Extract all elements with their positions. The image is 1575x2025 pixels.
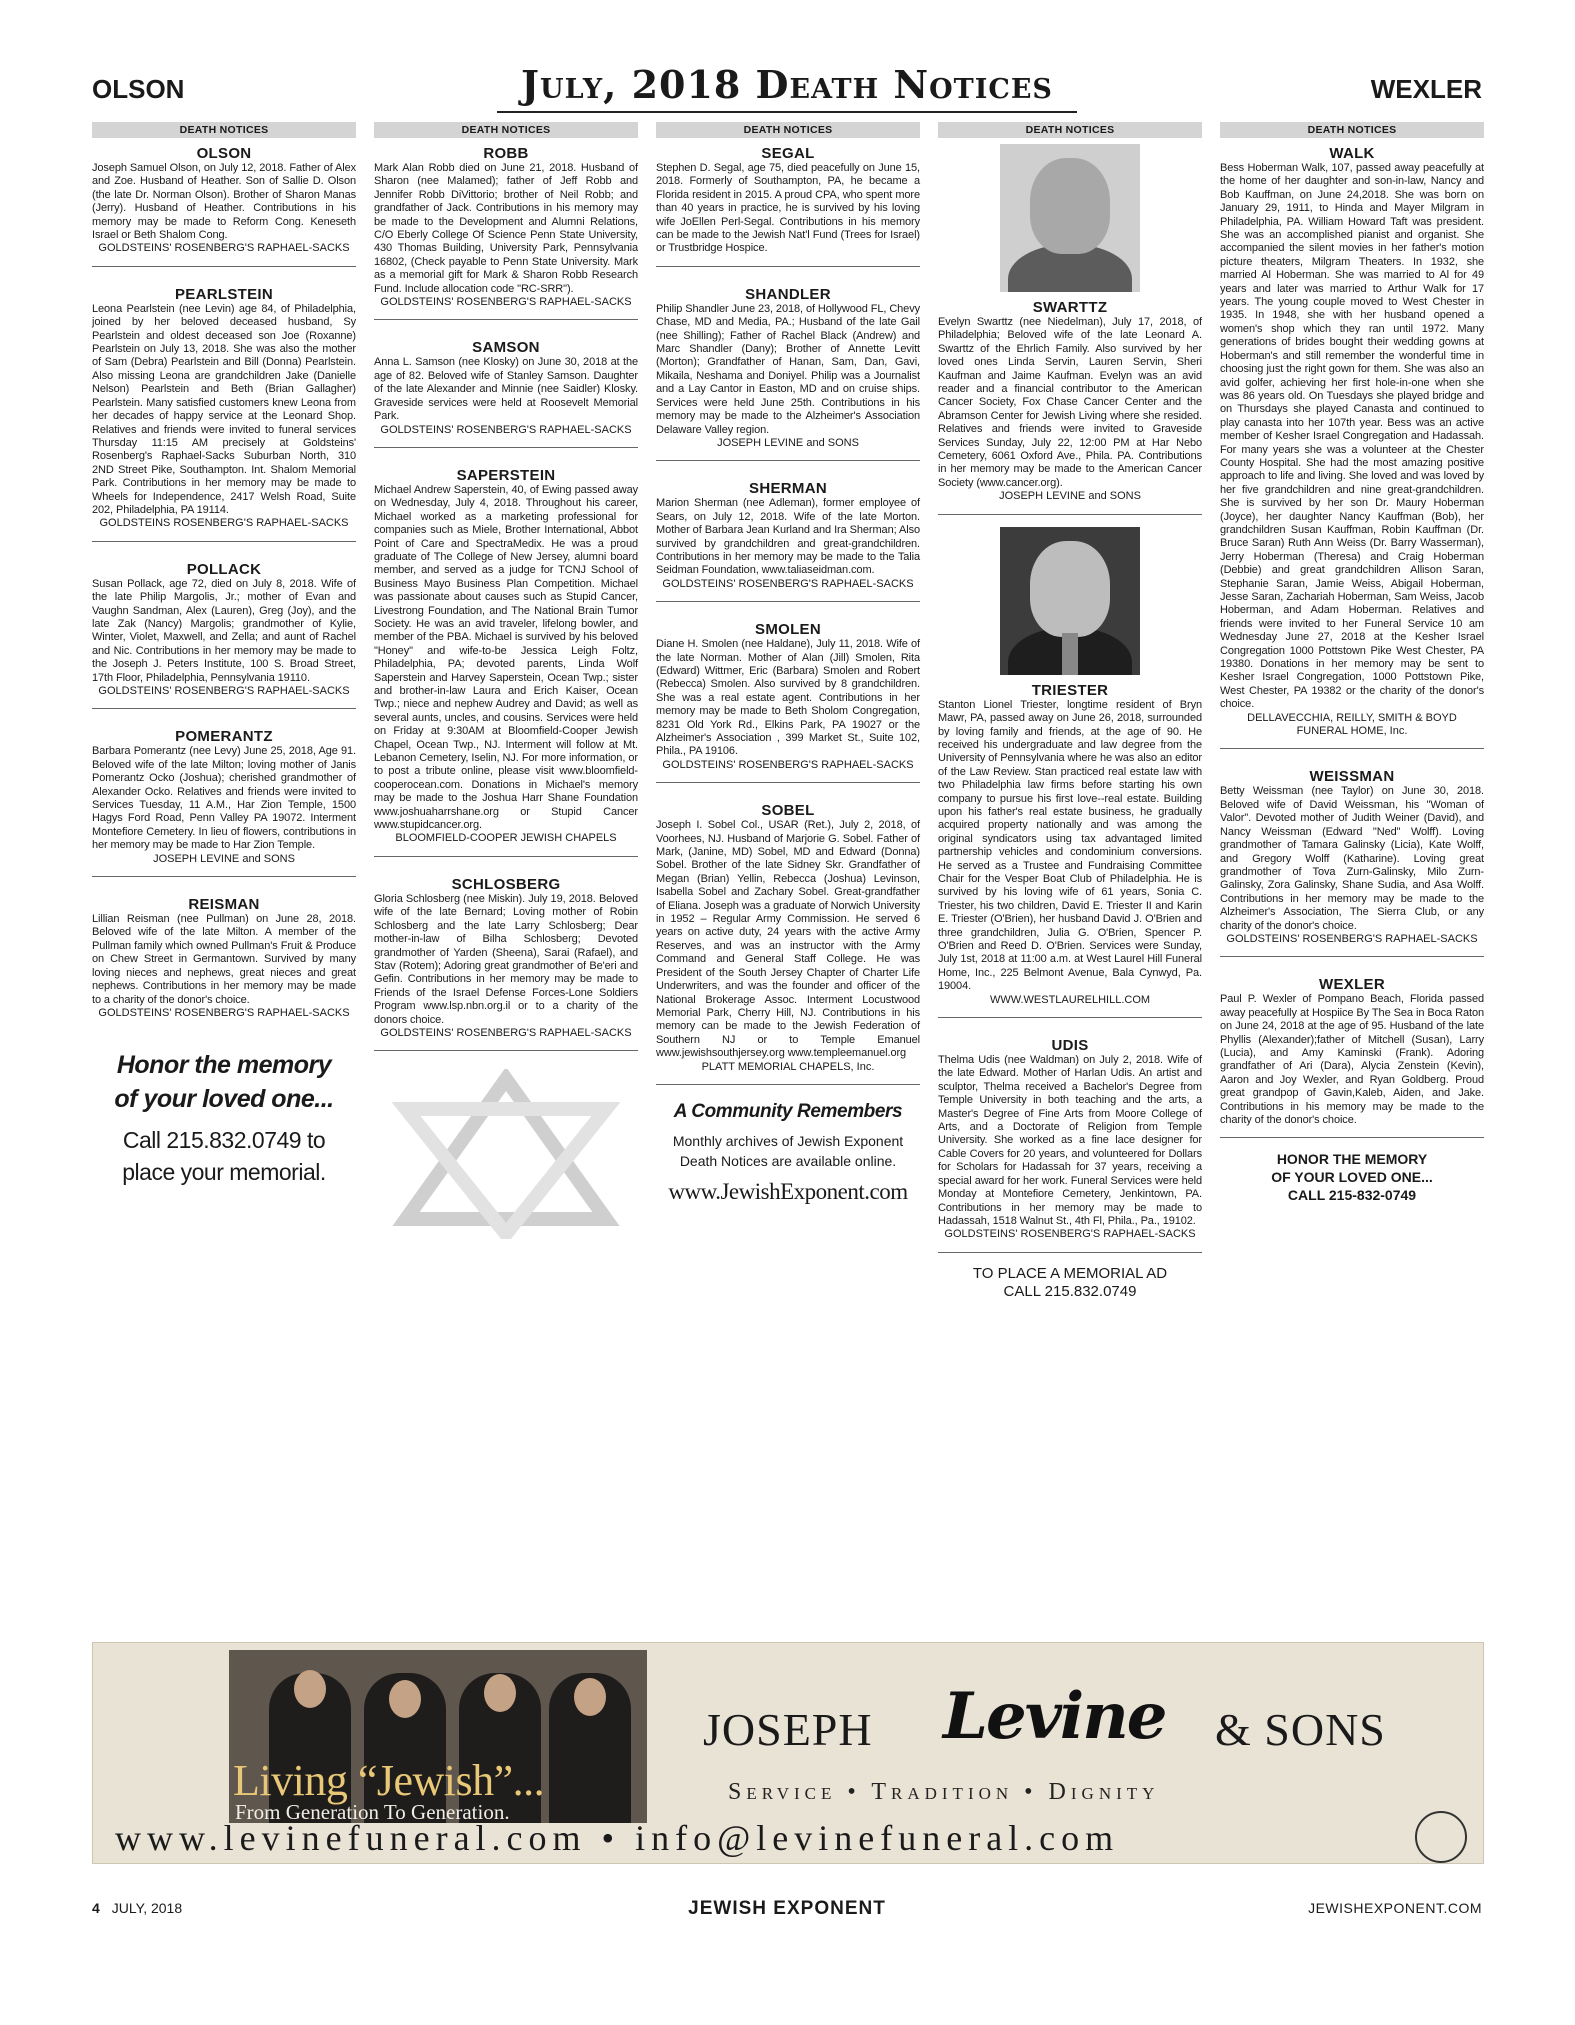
honor-memory-ad (92, 1048, 356, 1188)
header-first-name: OLSON (92, 74, 185, 104)
funeral-home: GOLDSTEINS' ROSENBERG'S RAPHAEL-SACKS (662, 758, 914, 771)
notice-sherman (656, 473, 920, 602)
notice-body: Diane H. Smolen (nee Haldane), July 11, 2018. Wife of the late Norman. Mother of Alan (Jill) Smolen, Rita (Edward) Wittmer, Eric (Barbara) Smolen and Robert (Rebecca) Smolen. Also survived by 8 grandchildren. She was a real estate agent. Contributions in her memory may be made to Beth Sholom Congregation, 8231 Old York Rd., Elkins Park, PA 19027 or the Alzheimer's Association , 399 Market St., Suite 102, Phila., PA 19106. (656, 638, 920, 758)
notice-name: SAPERSTEIN (456, 466, 556, 484)
notice-body: Gloria Schlosberg (nee Miskin). July 19, 2018. Beloved wife of the late Bernard; Loving mother of Robin Schlosberg and the late Larry Schlosberg; Dear mother-in-law of Bilha Schlosberg; Devoted grandmother of Yarden (Sheena), Sarai (Rafael), and Stav (Rotem); Adoring great grandmother of Be'eri and Gefin. Contributions in her memory may be made to Friends of the Israel Defense Forces-Lone Soldiers Program www.lsp.nbn.org.il or to a charity of the donors choice. (374, 892, 638, 1026)
column-3 (656, 122, 920, 1630)
notice-robb (374, 138, 638, 320)
funeral-home: GOLDSTEINS ROSENBERG'S RAPHAEL-SACKS (99, 517, 349, 530)
notice-body: Barbara Pomerantz (nee Levy) June 25, 2018, Age 91. Beloved wife of the late Milton; loving mother of Janis Pomerantz Ocko (Joshua); cherished grandmother of Alexander Ocko. Relatives and friends were invited to Services Tuesday, 11 A.M., Har Zion Temple, 1500 Hagys Ford Road, Penn Valley PA 19072. Interment Montefiore Cemetery. In lieu of flowers, contributions in her memory may be made to Har Zion Temple. (92, 745, 356, 852)
notice-name: SCHLOSBERG (451, 875, 561, 893)
funeral-home: PLATT MEMORIAL CHAPELS, Inc. (701, 1060, 875, 1073)
page-footer (92, 1900, 1482, 1930)
funeral-home: GOLDSTEINS' ROSENBERG'S RAPHAEL-SACKS (380, 1026, 632, 1039)
title-rule (497, 111, 1077, 113)
notice-pearlstein (92, 279, 356, 542)
column-2 (374, 122, 638, 1630)
notice-body: Evelyn Swarttz (nee Niedelman), July 17, 2018, of Philadelphia; Beloved wife of the late Leonard A. Swarttz of the Ehrlich Family. Also survived by her loved ones Linda Servin, Lauren Servin, Sheri Kaufman and Jaime Kaufman. Evelyn was an avid reader and a financial contributor to the American Cancer Society, Fox Chase Cancer Center and the Abramson Center for Jewish Living where she resided. Relatives and friends were invited to Graveside Services Sunday, July 22, 12:00 PM at Har Nebo Cemetery, 6061 Oxford Ave., Phila. PA. Contributions in her memory may be made to the American Cancer Society (www.cancer.org). (938, 316, 1202, 489)
funeral-directors-seal-icon (1415, 1811, 1467, 1863)
memorial-line: CALL 215.832.0749 (1003, 1282, 1137, 1300)
notice-body: Joseph Samuel Olson, on July 12, 2018. Father of Alex and Zoe. Husband of Heather. Son of Sallie D. Olson (the late Dr. Norman Olson). Brother of Sharon Manas (Jerry). Husband of Heather. Contributions in his memory may be made to Reform Cong. Keneseth Israel or Beth Shalom Cong. (92, 162, 356, 242)
notice-saperstein (374, 460, 638, 857)
notice-body: Thelma Udis (nee Waldman) on July 2, 2018. Wife of the late Edward. Mother of Harlan Udis. An artist and sculptor, Thelma received a Bachelor's Degree from Temple University in both teaching and the arts, a Master's Degree of Fine Arts from Moore College of Arts, and a Doctorate of Religion from Temple University. She worked as a fine lace designer for Cable Covers for 20 years, and volunteered for Dollars for Scholars for Hadassah for 37 years, receiving a special award for her work. Funeral Services were held Monday at Montefiore Cemetery, Jenkintown, PA. Contributions in her memory may be made to Hadassah, 1518 Walnut St., 4th Fl, Phila., Pa., 19102. (938, 1054, 1202, 1227)
community-text: Monthly archives of Jewish Exponent (672, 1132, 904, 1149)
notice-name: POLLACK (186, 560, 262, 578)
notice-swarttz (938, 292, 1202, 515)
notice-body: Mark Alan Robb died on June 21, 2018. Husband of Sharon (nee Malamed); father of Jeff Robb and Jennifer Robb DiVittorio; brother of Neil Robb; and grandfather of Jack. Contributions in his memory may be made to the Development and Alumni Relations, C/O Eberly College Of Science Penn State University, 430 Thomas Building, University Park, Pennsylvania 16802, (Check payable to Penn State University. Mark as a memorial gift for Mark & Sharon Robb Research Fund. Include allocation code "RC-SRR"). (374, 162, 638, 295)
column-band: DEATH NOTICES (656, 122, 920, 138)
banner-web-link[interactable]: www.levinefuneral.com • info@levinefuneral.com (115, 1818, 1120, 1858)
notice-name: REISMAN (188, 896, 260, 914)
column-band: DEATH NOTICES (92, 122, 356, 138)
funeral-home: JOSEPH LEVINE and SONS (717, 436, 859, 449)
funeral-home-website: WWW.WESTLAURELHILL.COM (989, 993, 1151, 1006)
banner-name-joseph: JOSEPH (703, 1704, 873, 1755)
notice-body: Susan Pollack, age 72, died on July 8, 2018. Wife of the late Philip Margolis, Jr.; mother of Evan and Vaughn Sandman, Alex (Lauren), Greg (Joy), and the late Zak (Nancy) Margolis; grandmother of Kylie, Winter, Violet, Maxwell, and Zella; and aunt of Rachel and Nic. Contributions in her memory may be made to the Joseph J. Peters Institute, 100 S. Broad Street, 17th Floor, Philadelphia, Pennsylvania 19110. (92, 577, 356, 684)
notice-body: Betty Weissman (nee Taylor) on June 30, 2018. Beloved wife of David Weissman, his "Woman of Valor". Devoted mother of Judith Weiner (David), and Nancy Weissman (Edward "Ned" Wolff). Loving grandmother of Tamara Galinsky (Licia), Kate Wolff, and Gregory Wolff (Katharine). Loving great grandmother of Tova Zurn-Galinsky, Milo Zurn-Galinsky, Zora Galinsky, Shane Sudia, and Asa Wolff. Contributions in her memory may be made to the Alzheimer's Association, The Sierra Club, or any charity of the donor's choice. (1220, 785, 1484, 932)
notice-name: WEXLER (1319, 976, 1385, 994)
notice-body: Bess Hoberman Walk, 107, passed away peacefully at the home of her daughter and son-in-law, Nancy and Bob Kauffman, on June 24,2018. She was born on January 29, 1911, to Hinda and Mayer Milgram in Philadelphia, PA. William Howard Taft was president. She was an accomplished pianist and organist. She accompanied the silent movies in her father's motion picture theaters, Milgram Theaters. In 1932, she married Al Hoberman. She was married to Al for 49 years and later was married to Arthur Walk for 17 years. The young couple moved to West Chester in 1935. In 1948, she with her husband opened a women's shop which they ran until 1972. Many generations of brides bought their wedding gowns at Hoberman's and still remember the wonderful time in choosing just the right gown for them. She was also an avid golfer, achieving her first hole-in-one when she was 86 years old. On Tuesdays she played bridge and on Thursdays she played Canasta and continued to play canasta into her 107th year. Bess was an active member of Kesher Israel Congregation and Hadassah. For many years she was a volunteer at the Chester County Hospital. She had the most amazing positive approach to life and living. She loved and was loved by her five grandchildren and nine great-grandchildren. She is survived by her son Dr. Maury Hoberman (Joyce), her daughter Nancy Kauffman (Bob), her grandchildren Susan Kauffman, Robin Kauffman (Dr. Bruce Saran) Ruth Ann Weiss (Dr. Barry Wasserman), Jerry Hoberman (Theresa) and Craig Hoberman (Debbie) and great grandchildren Allison Saran, Stephanie Saran, Jamie Weiss, Abigail Hoberman, Jesse Saran, Zachariah Hoberman, Sam Weiss, Jacob Hoberman, and Adam Hoberman. Relatives and friends were invited to her Funeral Service 10 am Wednesday June 27, 2018 at the Kesher Israel Congregation 1000 Pottstown Pike West Chester, PA 19380. Donations in her memory may be sent to Kesher Israel Congregation, 1000 Pottstown Pike, West Chester, PA 19382 or the charity of the donor's choice. (1220, 162, 1484, 711)
notice-name: SOBEL (761, 802, 815, 820)
notice-name: WEISSMAN (1309, 768, 1395, 786)
page-title: July, 2018 Death Notices (521, 62, 1053, 107)
notice-name: PEARLSTEIN (174, 285, 273, 303)
notice-reisman (92, 889, 356, 1030)
memorial-line: TO PLACE A MEMORIAL AD (972, 1264, 1168, 1282)
notice-schlosberg (374, 869, 638, 1051)
notice-segal (656, 138, 920, 267)
funeral-home: GOLDSTEINS' ROSENBERG'S RAPHAEL-SACKS (98, 242, 350, 255)
header-last-name: WEXLER (1370, 74, 1482, 104)
notice-body: Philip Shandler June 23, 2018, of Hollywood FL, Chevy Chase, MD and Media, PA.; Husband of the late Gail (nee Shilling); Father of Rachel Black (Andrew) and Marc Shandler (Dany); Brother of Annette Levitt (Morton); Grandfather of Hanan, Sam, Dan, Gavi, Mikaila, Neshama and Doniyel. Philip was a Journalist and a Lay Cantor in Easton, MD and on cruise ships. Services were held June 25th. Contributions in his memory may be made to the Alzheimer's Association Delaware Valley region. (656, 302, 920, 436)
honor-memory-box (1220, 1150, 1484, 1204)
notice-body: Stephen D. Segal, age 75, died peacefully on June 15, 2018. Formerly of Southampton, PA, he became a Florida resident in 2015. A proud CPA, who spent more than 40 years in practice, he is survived by his loving wife JoEllen Perl-Segal. Contributions in his memory can be made to the Jewish Nat'l Fund (Trees for Israel) or Trustbridge Hospice. (656, 162, 920, 255)
funeral-home: GOLDSTEINS' ROSENBERG'S RAPHAEL-SACKS (944, 1228, 1196, 1241)
notice-name: WALK (1329, 145, 1375, 162)
notice-name: TRIESTER (1031, 681, 1109, 699)
notice-body: Marion Sherman (nee Adleman), former employee of Sears, on July 12, 2018. Wife of the late Morton. Mother of Barbara Jean Kurland and Ira Sherman; Also survived by grandchildren and great-grandchildren. Contributions in her memory may be made to the Talia Seidman Foundation, www.taliaseidman.com. (656, 497, 920, 577)
notice-name: SHERMAN (749, 480, 827, 498)
banner-slogan-sub: From Generation To Generation. (235, 1800, 510, 1824)
notice-body: Anna L. Samson (nee Klosky) on June 30, 2018 at the age of 82. Beloved wife of Stanley Samson. Daughter of the late Alexander and Minnie (nee Saidler) Klosky. Graveside services were held at Roosevelt Memorial Park. (374, 356, 638, 423)
page-header (92, 62, 1482, 112)
funeral-home: GOLDSTEINS' ROSENBERG'S RAPHAEL-SACKS (98, 685, 350, 697)
banner-name-sons: & SONS (1215, 1704, 1386, 1755)
column-band: DEATH NOTICES (938, 122, 1202, 138)
page-number: 4 (92, 1900, 100, 1916)
funeral-home: JOSEPH LEVINE and SONS (153, 852, 295, 865)
portrait-photo-triester (1000, 527, 1140, 675)
notice-sobel (656, 795, 920, 1085)
column-4 (938, 122, 1202, 1630)
notice-pomerantz (92, 721, 356, 877)
banner-tagline: Service • Tradition • Dignity (728, 1779, 1160, 1805)
funeral-home: DELLAVECCHIA, REILLY, SMITH & BOYD FUNERAL HOME, Inc. (1247, 711, 1457, 738)
column-band: DEATH NOTICES (1220, 122, 1484, 138)
funeral-home: GOLDSTEINS' ROSENBERG'S RAPHAEL-SACKS (662, 577, 914, 590)
honor-box-line: HONOR THE MEMORY (1276, 1151, 1428, 1168)
notice-name: SWARTTZ (1032, 299, 1108, 316)
notice-columns (92, 122, 1482, 1630)
column-band: DEATH NOTICES (374, 122, 638, 138)
community-text: Death Notices are available online. (679, 1152, 897, 1169)
funeral-home: GOLDSTEINS' ROSENBERG'S RAPHAEL-SACKS (1226, 932, 1478, 945)
notice-body: Michael Andrew Saperstein, 40, of Ewing passed away on Wednesday, July 4, 2018. Throughout his career, Michael worked as a marketing professional for companies such as Miele, Brother International, Abbot Point of Care and SpectraMedix. He was a proud graduate of The College of New Jersey, alumni board member, and served as a judge for TCNJ School of Business Mayo Business Plan Competition. Michael was passionate about causes such as Stupid Cancer, Livestrong Foundation, and The National Brain Tumor Society. He was an avid traveler, lifelong bowler, and member of the PBA. Michael is survived by his beloved "Honey" and wife-to-be Jessica Leigh Foltz, Philadelphia, PA; devoted parents, Linda Wolf Saperstein and Harvey Saperstein, Ocean Twp.; sister and brother-in-law Laura and Erich Kaiser, Ocean Twp.; niece and nephew Audrey and David; as well as several aunts, uncles, and cousins. Services were held on Friday at 9:30AM at Bloomfield-Cooper Jewish Chapel, Ocean Twp., NJ. Interment will follow at Mt. Lebanon Cemetery, Iselin, NJ. For more information, or to post a tribute online, please visit www.bloomfield-cooperocean.com. Donations in Michael's memory may be made to the Joshua Harr Shane Foundation www.joshuaharrshane.org or Stupid Cancer www.stupidcancer.org. (374, 483, 638, 832)
star-icon (386, 1069, 626, 1239)
honor-box-line: OF YOUR LOVED ONE... (1271, 1169, 1433, 1186)
notice-name: POMERANTZ (175, 728, 273, 746)
honor-line: Honor the memory (116, 1051, 332, 1080)
notice-triester (938, 675, 1202, 1018)
notice-body: Paul P. Wexler of Pompano Beach, Florida passed away peacefully at Hospiice By The Sea in Boca Raton on June 24, 2018 at the age of 95. Husband of the late Phyllis (Alexander);father of Mitchell (Susan), Larry (Lucia), and Amy Kaminski (Frank). Adoring grandfather of Ari (Dara), Alycia Zenstein (Kevin), Aaron and Joy Wexler, and Ryan Goldberg. Proud great grandpop of Gavin,Kaleb, Aiden, and Jake. Contributions in his memory may be made to the charity of the donor's choice. (1220, 993, 1484, 1126)
honor-box-phone: CALL 215-832-0749 (1287, 1187, 1417, 1204)
publication-name: JEWISH EXPONENT (688, 1898, 886, 1919)
banner-name-levine-logo: Levine (943, 1679, 1166, 1754)
star-of-david-graphic (386, 1069, 626, 1239)
honor-call: Call 215.832.0749 to (122, 1127, 326, 1154)
notice-name: UDIS (1051, 1037, 1089, 1055)
levine-funeral-banner-ad[interactable] (92, 1642, 1484, 1864)
notice-body: Lillian Reisman (nee Pullman) on June 28, 2018. Beloved wife of the late Milton. A member of the Pullman family which owned Pullman's Fruit & Produce on Chew Street in Germantown. Survived by many loving nieces and nephews, great nieces and great nephews. Contributions in her memory may be made to a charity of the donor's choice. (92, 913, 356, 1006)
notice-olson (92, 138, 356, 267)
notice-body: Leona Pearlstein (nee Levin) age 84, of Philadelphia, joined by her beloved deceased husband, Sy Pearlstein and oldest deceased son Joe (Roxanne) Pearlstein on July 13, 2018. She was also the mother of Sam (Debra) Pearlstein and Bill (Donna) Pearlstein. Also missing Leona are grandchildren Jake (Danielle Nelson) Pearlstein and Beth (Brian Gallagher) Pearlstein. Many satisfied customers knew Leona from her decades of happy service at the Leonard Shop. Relatives and friends were invited to funeral services Thursday 11:15 AM precisely at Goldsteins' Rosenberg's Raphael-Sacks Suburban North, 310 2ND Street Pike, Southampton. Int. Shalom Memorial Park. Contributions in her memory may be made to Wheels for Independence, 2417 Welsh Road, Suite 202, Philadelphia, PA 19114. (92, 302, 356, 516)
funeral-home: GOLDSTEINS' ROSENBERG'S RAPHAEL-SACKS (380, 423, 632, 436)
banner-slogan: Living “Jewish”... (233, 1756, 545, 1805)
place-memorial-ad (938, 1265, 1202, 1301)
notice-udis (938, 1030, 1202, 1253)
funeral-home: BLOOMFIELD-COOPER JEWISH CHAPELS (395, 832, 617, 845)
community-url-link[interactable]: www.JewishExponent.com (668, 1178, 908, 1204)
portrait-photo-swarttz (1000, 144, 1140, 292)
notice-wexler (1220, 969, 1484, 1138)
funeral-home: GOLDSTEINS' ROSENBERG'S RAPHAEL-SACKS (380, 296, 632, 309)
notice-body: Stanton Lionel Triester, longtime resident of Bryn Mawr, PA, passed away on June 26, 2018, surrounded by loving family and friends, at the age of 90. He received his undergraduate and law degree from the University of Pennsylvania where he was also an editor of the Law Review. Stan practiced real estate law with two Philadelphia law firms before starting his own company to pursue his first love--real estate. Building upon his father's real estate business, he gradually acquired property nationally and was among the original syndicators using tax advantaged limited partnership vehicles and condominium conversions. He served as a Trustee and Fundraising Committee Chair for the Vesper Boat Club of Philadelphia. He is survived by his loving wife of 61 years, Sonia C. Triester, his two children, David E. Triester II and Karin E. Triester (O'Brien), her husband David J. O'Brien and three grandchildren, Julia G. O'Brien, Spencer P. O'Brien and Reed D. O'Brien. Services were Sunday, July 1st, 2018 at 11:00 a.m. at West Laurel Hill Funeral Home, Inc., 225 Belmont Avenue, Bala Cynwyd, Pa. 19004. (938, 698, 1202, 993)
notice-body: Joseph I. Sobel Col., USAR (Ret.), July 2, 2018, of Voorhees, NJ. Husband of Marjorie G. Sobel. Father of Mark, (Janine, MD) Sobel, MD and Edward (Donna) Sobel. Brother of the late Sidney Skr. Grandfather of Megan (Brian) Yellin, Rebecca (Joshua) Levinson, Isabella Sobel and Zachary Sobel. Great-grandfather of Eliana. Joseph was a graduate of Norwich University in 1952 – Regular Army Commission. He served 6 years on active duty, 24 years with the active Army Reserves, and was an instructor with the Army Command and General Staff College. He was President of the South Jersey Chapter of Charter Life Underwriters, and was the founder and officer of the National Brokerage Assoc. Interment Locustwood Memorial Park, Cherry Hill, NJ. Contributions in his memory can be made to the Jewish Federation of Southern NJ or to Temple Emanuel www.jewishsouthjersey.org www.templeemanuel.org (656, 819, 920, 1060)
notice-name: ROBB (483, 145, 529, 162)
notice-walk (1220, 138, 1484, 749)
notice-name: SMOLEN (755, 621, 821, 639)
notice-name: SEGAL (761, 145, 815, 162)
notice-name: SAMSON (472, 339, 540, 357)
issue-date: JULY, 2018 (111, 1900, 183, 1916)
notice-name: SHANDLER (745, 285, 831, 303)
notice-smolen (656, 614, 920, 783)
community-title: A Community Remembers (673, 1100, 903, 1122)
community-remembers-ad (656, 1099, 920, 1207)
notice-shandler (656, 279, 920, 461)
funeral-home: GOLDSTEINS' ROSENBERG'S RAPHAEL-SACKS (98, 1006, 350, 1019)
honor-call: place your memorial. (122, 1159, 326, 1186)
notice-weissman (1220, 761, 1484, 957)
honor-line: of your loved one... (114, 1085, 334, 1114)
site-link[interactable]: JEWISHEXPONENT.COM (1308, 1900, 1482, 1916)
notice-pollack (92, 554, 356, 710)
funeral-home: JOSEPH LEVINE and SONS (999, 490, 1141, 503)
column-1 (92, 122, 356, 1630)
notice-name: OLSON (196, 145, 252, 162)
column-5 (1220, 122, 1484, 1630)
notice-samson (374, 332, 638, 447)
